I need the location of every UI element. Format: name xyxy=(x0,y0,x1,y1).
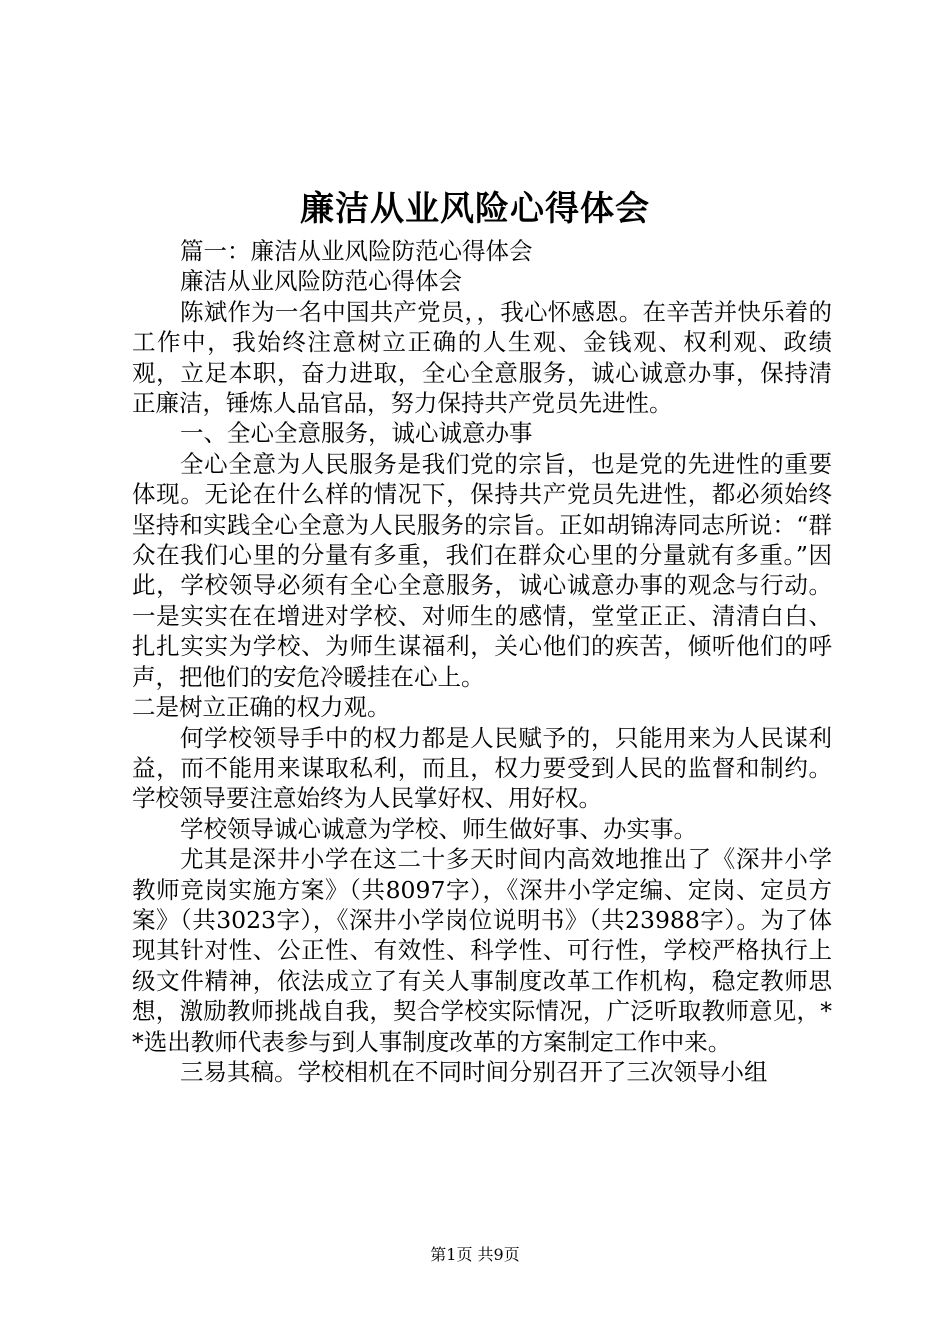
paragraph: 篇一：廉洁从业风险防范心得体会 xyxy=(180,237,533,265)
paragraph: 何学校领导手中的权力都是人民赋予的，只能用来为人民谋利益，而不能用来谋取私利，而且，权力要受到人民的监督和制约。学校领导要注意始终为人民掌好权、用好权。 xyxy=(132,723,832,813)
paragraph: 学校领导诚心诚意为学校、师生做好事、办实事。 xyxy=(180,814,697,843)
paragraph: 全心全意为人民服务是我们党的宗旨，也是党的先进性的重要体现。无论在什么样的情况下，保持共产党员先进性，都必须始终坚持和实践全心全意为人民服务的宗旨。正如胡锦涛同志所说：“群众在我们心里的分量有多重，我们在群众心里的分量就有多重。”因此，学校领导必须有全心全意服务，诚心诚意办事的观念与行动。一是实实在在增进对学校、对师生的感情，堂堂正正、清清白白、扎扎实实为学校、为师生谋福利，关心他们的疾苦，倾听他们的呼声，把他们的安危冷暖挂在心上。 xyxy=(132,449,832,691)
document-title: 廉洁从业风险心得体会 xyxy=(300,189,650,229)
section-heading: 一、全心全意服务，诚心诚意办事 xyxy=(180,419,533,448)
page-footer: 第1页 共9页 xyxy=(430,1245,520,1264)
paragraph: 廉洁从业风险防范心得体会 xyxy=(180,267,462,296)
paragraph: 三易其稿。学校相机在不同时间分别召开了三次领导小组 xyxy=(180,1057,768,1086)
paragraph: 二是树立正确的权力观。 xyxy=(132,693,391,722)
paragraph: 尤其是深井小学在这二十多天时间内高效地推出了《深井小学教师竞岗实施方案》（共8097字），《深井小学定编、定岗、定员方案》（共3023字），《深井小学岗位说明书》（共23988字）。为了体现其针对性、公正性、有效性、科学性、可行性，学校严格执行上级文件精神，依法成立了有关人事制度改革工作机构，稳定教师思想，激励教师挑战自我，契合学校实际情况，广泛听取教师意见，**选出教师代表参与到人事制度改革的方案制定工作中来。 xyxy=(132,845,832,1056)
document-body xyxy=(132,236,832,1087)
paragraph: 陈斌作为一名中国共产党员，，我心怀感恩。在辛苦并快乐着的工作中，我始终注意树立正确的人生观、金钱观、权利观、政绩观，立足本职，奋力进取，全心全意服务，诚心诚意办事，保持清正廉洁，锤炼人品官品，努力保持共产党员先进性。 xyxy=(132,297,832,418)
